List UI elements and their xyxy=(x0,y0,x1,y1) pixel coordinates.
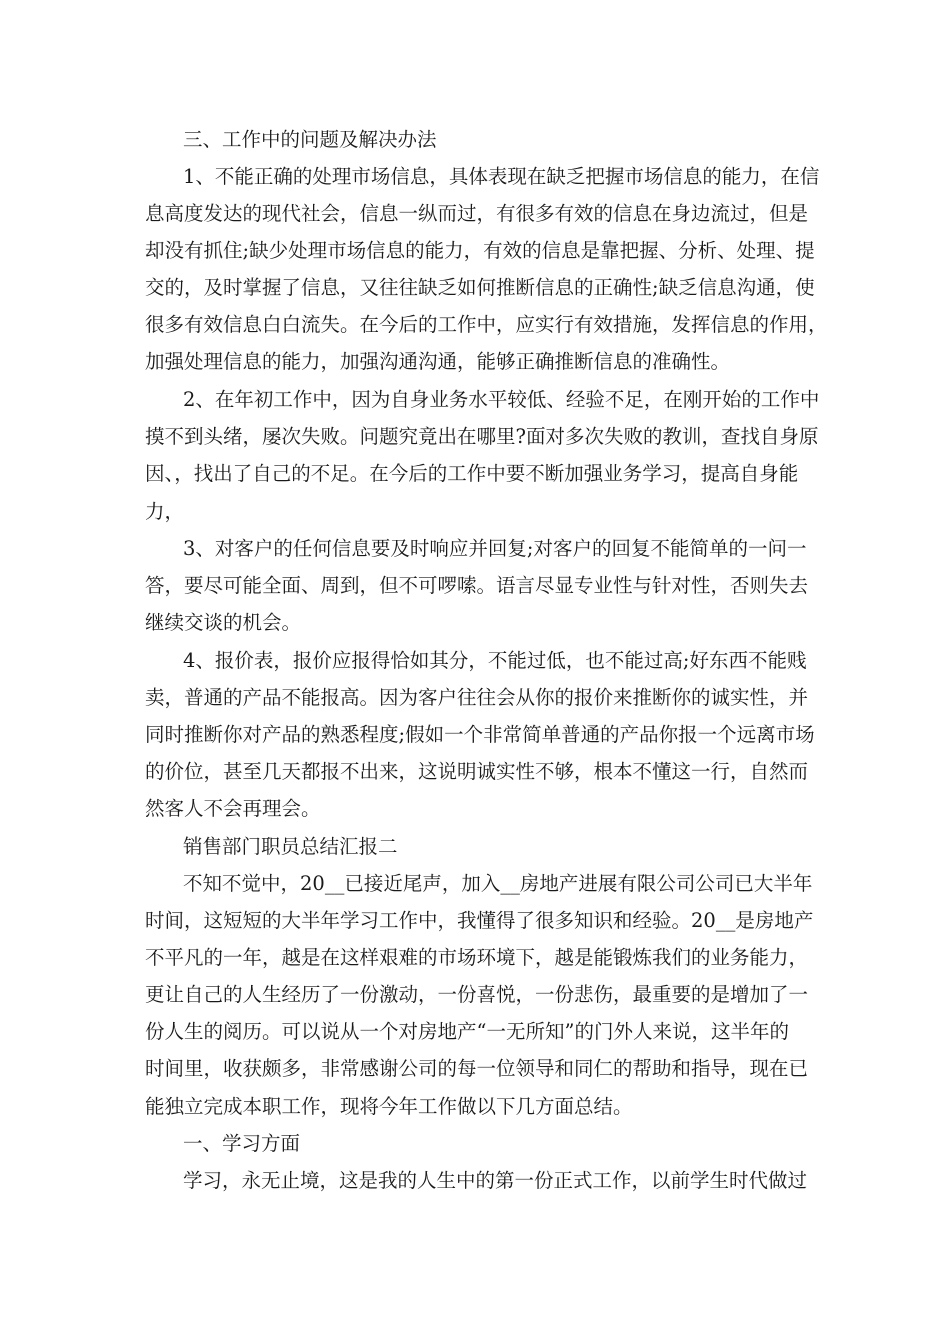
paragraph-3-line-3: 继续交谈的机会。 xyxy=(145,611,302,634)
paragraph-1-line-3: 却没有抓住;缺少处理市场信息的能力，有效的信息是靠把握、分析、处理、提 xyxy=(145,239,815,262)
paragraph-5-line-2: 时间，这短短的大半年学习工作中，我懂得了很多知识和经验。20__是房地产 xyxy=(145,909,814,932)
paragraph-1-line-2: 息高度发达的现代社会，信息一纵而过，有很多有效的信息在身边流过，但是 xyxy=(145,202,809,225)
paragraph-5-line-5: 份人生的阅历。可以说从一个对房地产“一无所知”的门外人来说，这半年的 xyxy=(145,1020,789,1043)
paragraph-2-line-3: 因、，找出了自己的不足。在今后的工作中要不断加强业务学习，提高自身能 xyxy=(145,462,799,485)
report-two-heading: 销售部门职员总结汇报二 xyxy=(183,835,398,858)
section-heading-problems: 三、工作中的问题及解决办法 xyxy=(183,128,437,151)
paragraph-5-line-3: 不平凡的一年，越是在这样艰难的市场环境下，越是能锻炼我们的业务能力， xyxy=(145,946,809,969)
paragraph-1-line-4: 交的，及时掌握了信息，又往往缺乏如何推断信息的正确性;缺乏信息沟通，使 xyxy=(145,276,815,299)
paragraph-5-line-7: 能独立完成本职工作，现将今年工作做以下几方面总结。 xyxy=(145,1095,633,1118)
paragraph-4-line-3: 同时推断你对产品的熟悉程度;假如一个非常简单普通的产品你报一个远离市场 xyxy=(145,723,815,746)
paragraph-5-line-4: 更让自己的人生经历了一份激动，一份喜悦，一份悲伤，最重要的是增加了一 xyxy=(145,983,809,1006)
paragraph-2-line-4: 力， xyxy=(145,500,185,523)
paragraph-4-line-4: 的价位，甚至几天都报不出来，这说明诚实性不够，根本不懂这一行，自然而 xyxy=(145,760,809,783)
paragraph-2-line-2: 摸不到头绪，屡次失败。问题究竟出在哪里?面对多次失败的教训，查找自身原 xyxy=(145,425,819,448)
paragraph-1-line-1: 1、不能正确的处理市场信息，具体表现在缺乏把握市场信息的能力，在信 xyxy=(183,165,820,188)
paragraph-5-line-6: 时间里，收获颇多，非常感谢公司的每一位领导和同仁的帮助和指导，现在已 xyxy=(145,1057,809,1080)
paragraph-3-line-2: 答，要尽可能全面、周到，但不可啰嗦。语言尽显专业性与针对性，否则失去 xyxy=(145,574,809,597)
paragraph-5-line-1: 不知不觉中，20__已接近尾声，加入__房地产进展有限公司公司已大半年 xyxy=(183,872,813,895)
paragraph-4-line-2: 卖，普通的产品不能报高。因为客户往往会从你的报价来推断你的诚实性，并 xyxy=(145,686,809,709)
paragraph-6-line-1: 学习，永无止境，这是我的人生中的第一份正式工作，以前学生时代做过 xyxy=(183,1169,808,1192)
paragraph-2-line-1: 2、在年初工作中，因为自身业务水平较低、经验不足，在刚开始的工作中 xyxy=(183,388,820,411)
section-heading-learning: 一、学习方面 xyxy=(183,1132,301,1155)
paragraph-3-line-1: 3、对客户的任何信息要及时响应并回复;对客户的回复不能简单的一问一 xyxy=(183,537,807,560)
paragraph-4-line-5: 然客人不会再理会。 xyxy=(145,797,321,820)
paragraph-1-line-5: 很多有效信息白白流失。在今后的工作中，应实行有效措施，发挥信息的作用， xyxy=(145,313,828,336)
paragraph-1-line-6: 加强处理信息的能力，加强沟通沟通，能够正确推断信息的准确性。 xyxy=(145,350,731,373)
paragraph-4-line-1: 4、报价表，报价应报得恰如其分，不能过低，也不能过高;好东西不能贱 xyxy=(183,649,807,672)
